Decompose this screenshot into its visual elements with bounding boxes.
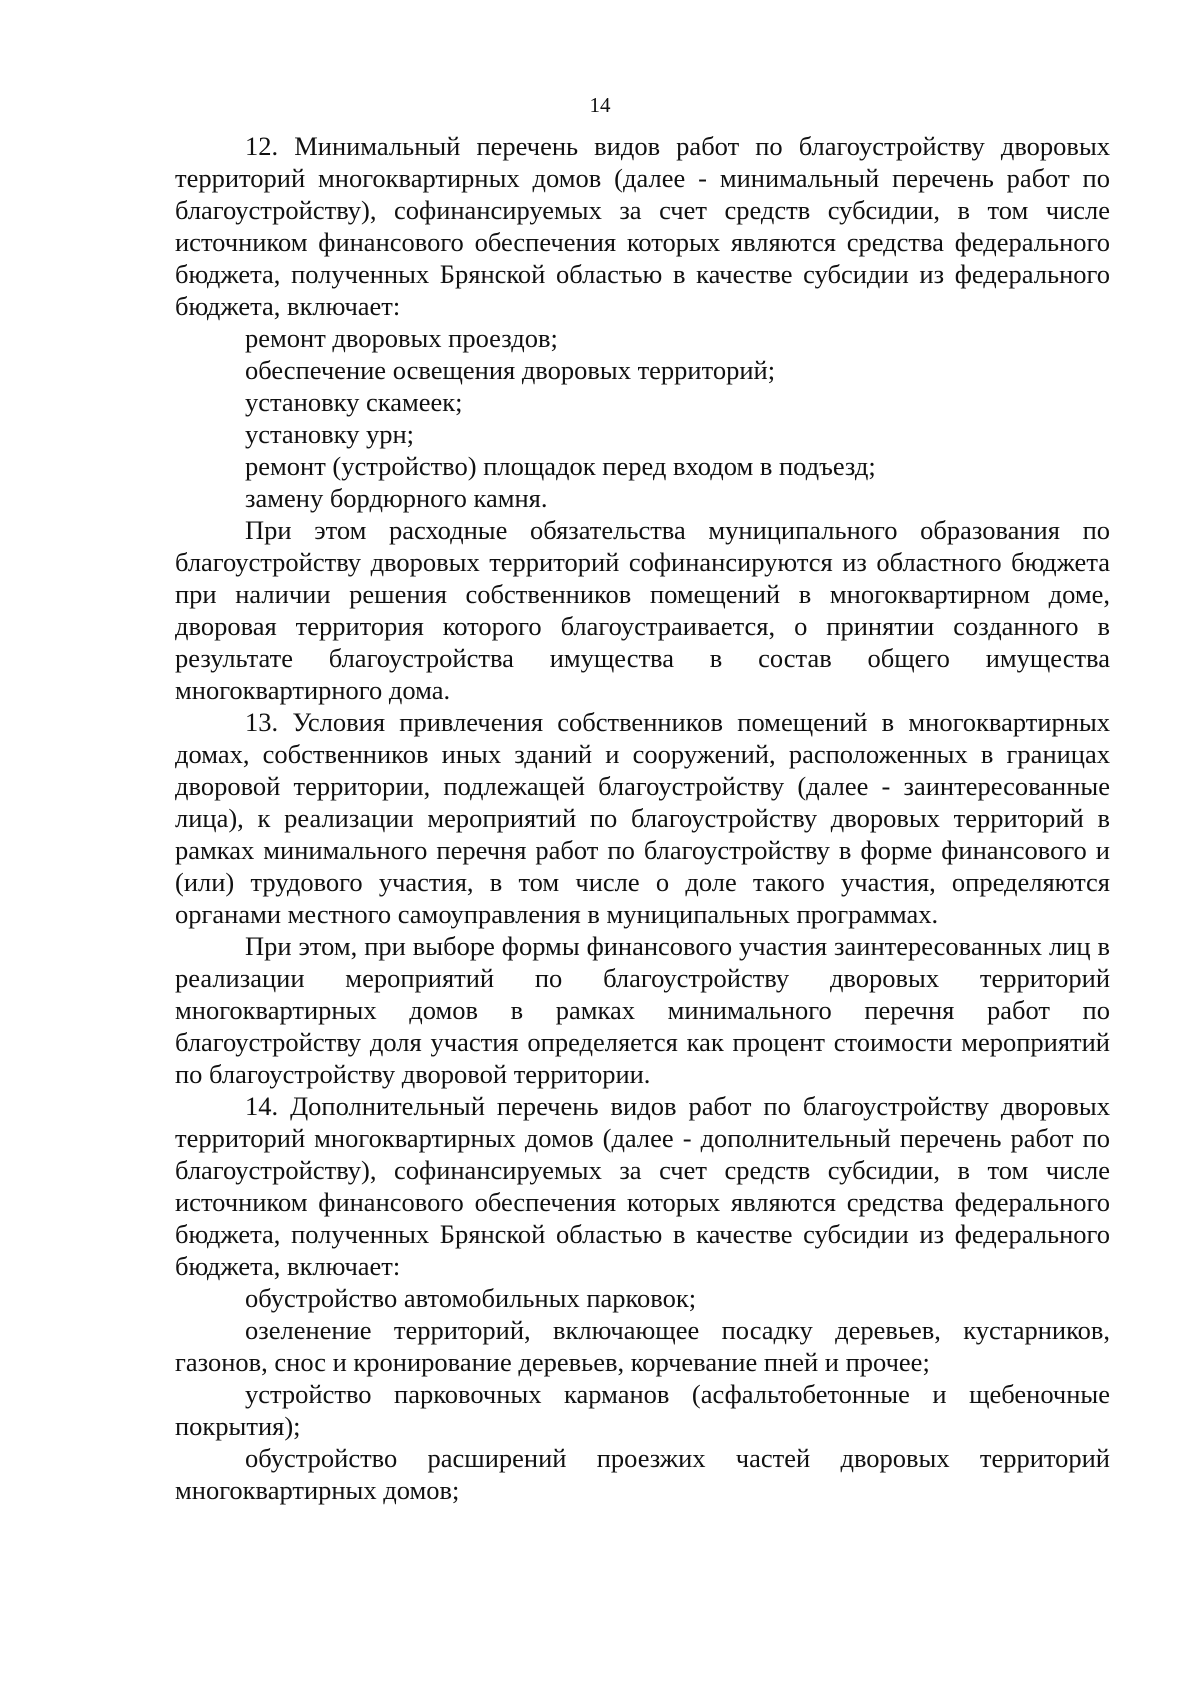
list-item-bins: установку урн;	[245, 419, 415, 449]
list-item-entrance-areas: ремонт (устройство) площадок перед входом в подъезд;	[245, 451, 876, 481]
list-item-landscaping: озеленение территорий, включающее посадку деревьев, кустарников, газонов, снос и кронирование деревьев, корчевание пней и прочее;	[175, 1315, 1110, 1377]
paragraph-12-intro: 12. Минимальный перечень видов работ по благоустройству дворовых территорий многоквартирных домов (далее - минимальный перечень работ по благоустройству), софинансируемых за счет средств субсидии, в том числе источником финансового обеспечения которых являются средства федерального бюджета, полученных Брянской областью в качестве субсидии из федерального бюджета, включает:	[175, 131, 1110, 321]
list-item-curbstone: замену бордюрного камня.	[245, 483, 548, 513]
paragraph-expenditure-obligations: При этом расходные обязательства муниципального образования по благоустройству дворовых территорий софинансируются из областного бюджета при наличии решения собственников помещений в многоквартирном доме, дворовая территория которого благоустраивается, о принятии созданного в результате благоустройства имущества в состав общего имущества многоквартирного дома.	[175, 515, 1110, 705]
list-item-parking-pockets: устройство парковочных карманов (асфальтобетонные и щебеночные покрытия);	[175, 1379, 1110, 1441]
paragraph-14-additional-list: 14. Дополнительный перечень видов работ по благоустройству дворовых территорий многоквартирных домов (далее - дополнительный перечень работ по благоустройству), софинансируемых за счет средств субсидии, в том числе источником финансового обеспечения которых являются средства федерального бюджета, полученных Брянской областью в качестве субсидии из федерального бюджета, включает:	[175, 1091, 1110, 1281]
list-item-driveway-widening: обустройство расширений проезжих частей дворовых территорий многоквартирных домов;	[175, 1443, 1110, 1505]
list-item-courtyard-driveways: ремонт дворовых проездов;	[245, 323, 558, 353]
list-item-lighting: обеспечение освещения дворовых территорий;	[245, 355, 776, 385]
paragraph-13-conditions: 13. Условия привлечения собственников помещений в многоквартирных домах, собственников иных зданий и сооружений, расположенных в границах дворовой территории, подлежащей благоустройству (далее - заинтересованные лица), к реализации мероприятий по благоустройству дворовых территорий в рамках минимального перечня работ по благоустройству в форме финансового и (или) трудового участия, в том числе о доле такого участия, определяются органами местного самоуправления в муниципальных программах.	[175, 707, 1110, 929]
page-number: 14	[589, 93, 611, 117]
paragraph-financial-participation: При этом, при выборе формы финансового участия заинтересованных лиц в реализации мероприятий по благоустройству дворовых территорий многоквартирных домов в рамках минимального перечня работ по благоустройству доля участия определяется как процент стоимости мероприятий по благоустройству дворовой территории.	[175, 931, 1110, 1089]
list-item-parking: обустройство автомобильных парковок;	[245, 1283, 697, 1313]
document-body	[175, 130, 1110, 1506]
list-item-benches: установку скамеек;	[245, 387, 463, 417]
